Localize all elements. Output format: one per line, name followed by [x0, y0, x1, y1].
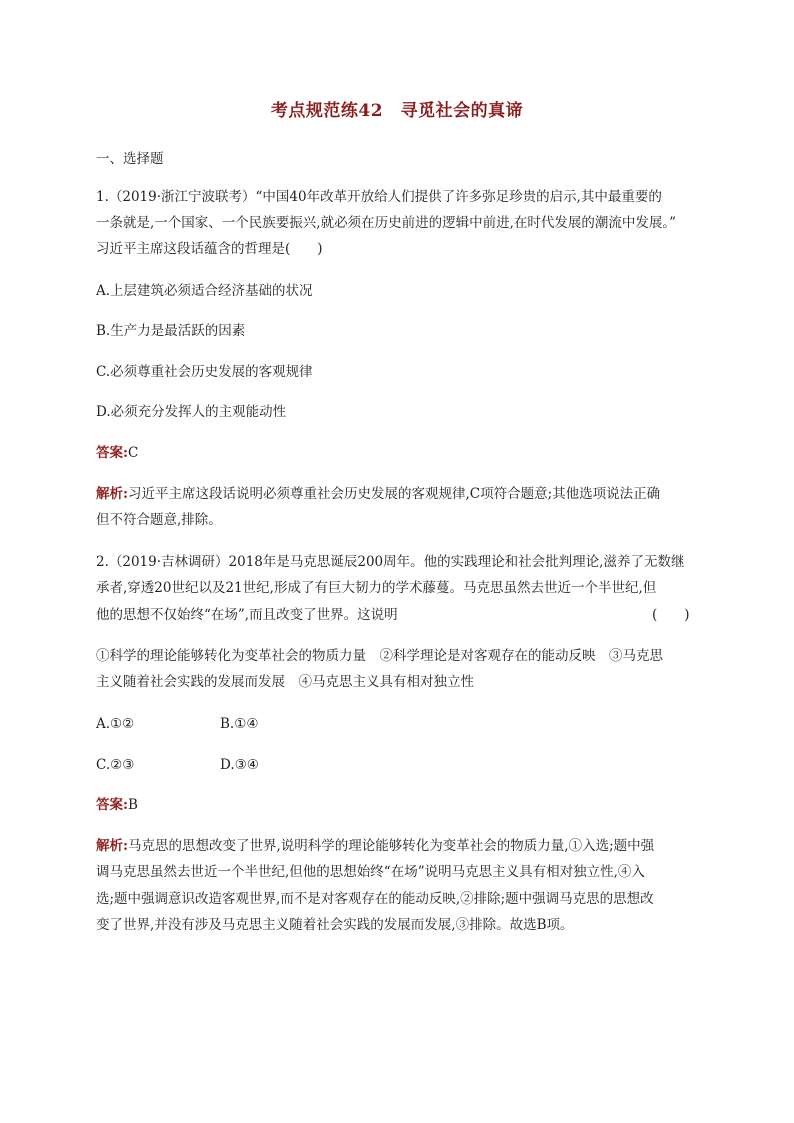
answer-value: C [127, 445, 139, 461]
page-title: 考点规范练42 寻觅社会的真谛 [270, 101, 524, 121]
question-2-option-a: A.①② [96, 716, 135, 732]
explanation-text: 马克思的思想改变了世界,说明科学的理论能够转化为变革社会的物质力量,①入选;题中强 [127, 838, 655, 854]
question-2-line-3: 他的思想不仅始终“在场”,而且改变了世界。这说明 [96, 607, 398, 623]
question-1-option-b: B.生产力是最活跃的因素 [96, 323, 246, 339]
explanation-label: 解析: [96, 486, 128, 502]
question-1-explanation-line-1 [96, 485, 660, 503]
answer-value: B [127, 797, 138, 813]
question-2-explanation-line-3: 选;题中强调意识改造客观世界,而不是对客观存在的能动反映,②排除;题中强调马克思的思想改 [96, 891, 654, 907]
question-2-line-1: 2.（2019·吉林调研）2018年是马克思诞辰200周年。他的实践理论和社会批判理论,滋养了无数继 [96, 554, 685, 570]
question-1-answer [96, 444, 138, 462]
question-1-option-c: C.必须尊重社会历史发展的客观规律 [96, 364, 313, 380]
question-2-line-2: 承者,穿透20世纪以及21世纪,形成了有巨大韧力的学术藤蔓。马克思虽然去世近一个半世纪,但 [96, 580, 657, 596]
question-2-answer-blank: ( ) [652, 607, 690, 623]
question-2-statements-line-1: ①科学的理论能够转化为变革社会的物质力量 ②科学理论是对客观存在的能动反映 ③马克思 [96, 648, 663, 664]
question-1-option-d: D.必须充分发挥人的主观能动性 [96, 404, 287, 420]
question-1-explanation-line-2: 但不符合题意,排除。 [96, 512, 222, 528]
question-2-explanation-line-2: 调马克思虽然去世近一个半世纪,但他的思想始终“在场”说明马克思主义具有相对独立性,④入 [96, 864, 645, 880]
question-1-line-1: 1.（2019·浙江宁波联考）“中国40年改革开放给人们提供了许多弥足珍贵的启示,其中最重要的 [96, 189, 662, 205]
question-2-statements-line-2: 主义随着社会实践的发展而发展 ④马克思主义具有相对独立性 [96, 674, 474, 690]
question-2-explanation-line-4: 变了世界,并没有涉及马克思主义随着社会实践的发展而发展,③排除。故选B项。 [96, 917, 574, 933]
question-2-option-b: B.①④ [220, 716, 259, 732]
question-1-option-a: A.上层建筑必须适合经济基础的状况 [96, 283, 313, 299]
question-1-line-3: 习近平主席这段话蕴含的哲理是( ) [96, 241, 323, 257]
question-2-option-d: D.③④ [220, 757, 259, 773]
question-2-option-c: C.②③ [96, 757, 135, 773]
question-1-line-2: 一条就是,一个国家、一个民族要振兴,就必须在历史前进的逻辑中前进,在时代发展的潮流中发展。” [96, 215, 677, 231]
answer-label: 答案: [96, 445, 128, 461]
explanation-label: 解析: [96, 838, 128, 854]
section-heading: 一、选择题 [96, 151, 164, 167]
question-2-explanation-line-1 [96, 837, 654, 855]
answer-label: 答案: [96, 797, 128, 813]
explanation-text: 习近平主席这段话说明必须尊重社会历史发展的客观规律,C项符合题意;其他选项说法正确 [127, 486, 661, 502]
question-2-answer [96, 796, 138, 814]
